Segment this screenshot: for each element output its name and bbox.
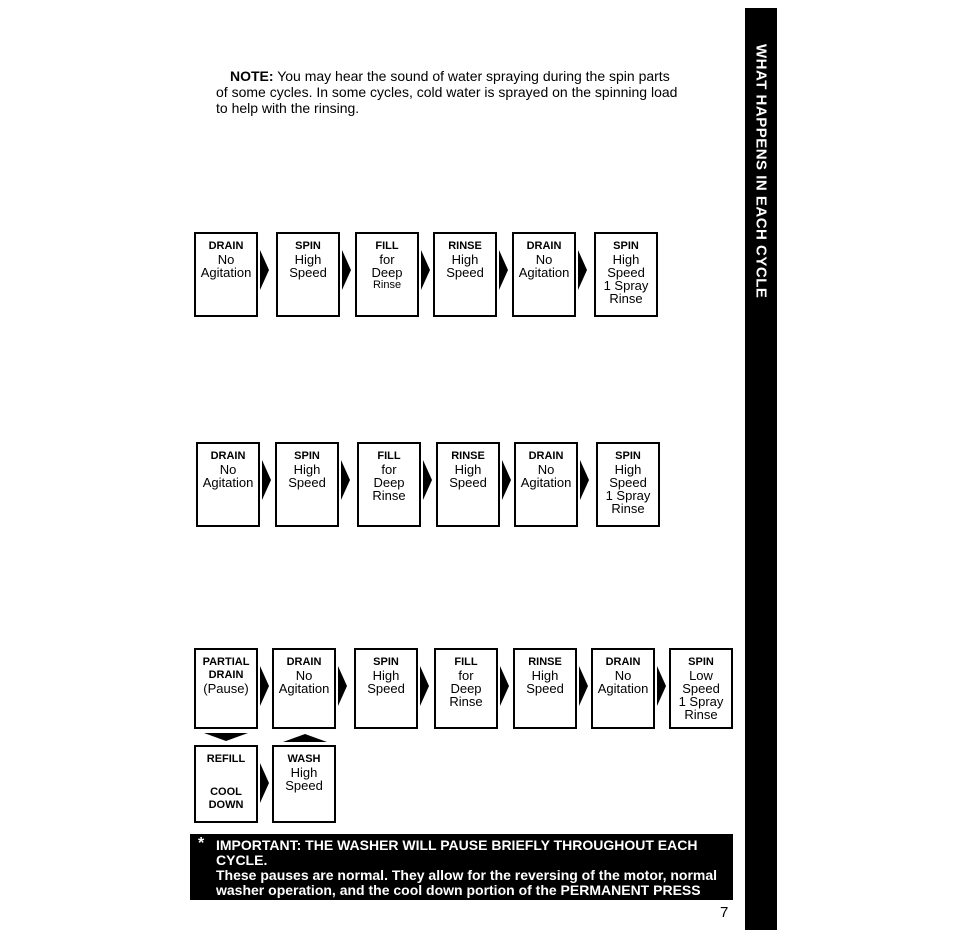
cycle-step-box bbox=[669, 648, 733, 729]
cycle-step-line: for bbox=[381, 462, 397, 477]
note-line-1: You may hear the sound of water spraying during the spin parts bbox=[273, 68, 670, 84]
important-line-2: These pauses are normal. They allow for the reversing of the motor, normal bbox=[216, 867, 718, 883]
cycle-step-line: Speed bbox=[682, 681, 720, 696]
cycle-step-line: DRAIN bbox=[208, 240, 244, 252]
flow-arrow-icon bbox=[500, 666, 509, 706]
cycle-step-box bbox=[357, 442, 421, 527]
cycle-step-box bbox=[591, 648, 655, 729]
flow-arrow-icon bbox=[499, 250, 508, 290]
cycle-step-line: RINSE bbox=[528, 656, 562, 668]
cycle-step-box bbox=[194, 648, 258, 729]
flow-arrow-icon bbox=[262, 460, 271, 500]
cycle-step-box bbox=[355, 232, 419, 317]
cycle-step-line: Speed bbox=[288, 475, 326, 490]
cycle-step-line: DOWN bbox=[208, 799, 244, 811]
important-line-1: IMPORTANT: THE WASHER WILL PAUSE BRIEFLY THROUGHOUT EACH CYCLE. bbox=[216, 837, 698, 868]
note-line-3: to help with the rinsing. bbox=[216, 100, 360, 116]
cycle-step-line: Agitation bbox=[202, 475, 254, 490]
flow-arrow-icon bbox=[579, 666, 588, 706]
cycle-step-line: Agitation bbox=[520, 475, 572, 490]
cycle-step-box bbox=[596, 442, 660, 527]
cycle-step-line: SPIN bbox=[613, 240, 639, 252]
cycle-step-line: Rinse bbox=[372, 279, 402, 291]
cycle-step-line: Agitation bbox=[200, 265, 252, 280]
cycle-step-line: Deep bbox=[371, 265, 403, 280]
cycle-step-line: SPIN bbox=[615, 450, 641, 462]
flow-arrow-icon bbox=[338, 666, 347, 706]
cycle-step-line: High bbox=[614, 462, 642, 477]
cycle-step-box bbox=[433, 232, 497, 317]
cycle-step-line: Rinse bbox=[684, 707, 718, 722]
flow-arrow-icon bbox=[421, 250, 430, 290]
cycle-step-line: High bbox=[372, 668, 400, 683]
cycle-step-line: No bbox=[537, 462, 555, 477]
flow-arrow-icon bbox=[502, 460, 511, 500]
cycle-step-line: 1 Spray bbox=[605, 488, 651, 503]
cycle-step-line: RINSE bbox=[451, 450, 485, 462]
flow-arrow-icon bbox=[341, 460, 350, 500]
flow-arrow-icon bbox=[420, 666, 429, 706]
arrow-up-icon bbox=[283, 734, 327, 742]
cycle-step-line: SPIN bbox=[373, 656, 399, 668]
section-tab bbox=[745, 8, 777, 930]
cycle-step-line: High bbox=[294, 252, 322, 267]
cycle-step-line: Speed bbox=[289, 265, 327, 280]
cycle-step-box bbox=[434, 648, 498, 729]
cycle-step-box bbox=[275, 442, 339, 527]
cycle-step-line: FILL bbox=[377, 450, 401, 462]
cycle-step-line: DRAIN bbox=[605, 656, 641, 668]
cycle-step-line: No bbox=[535, 252, 553, 267]
cycle-step-line: High bbox=[293, 462, 321, 477]
cycle-step-line: Speed bbox=[526, 681, 564, 696]
note-label: NOTE: bbox=[230, 68, 274, 84]
cycle-step-line: RINSE bbox=[448, 240, 482, 252]
flow-arrow-icon bbox=[260, 666, 269, 706]
cycle-step-line: Agitation bbox=[518, 265, 570, 280]
cycle-step-box bbox=[196, 442, 260, 527]
cycle-step-line: DRAIN bbox=[210, 450, 246, 462]
page-number: 7 bbox=[720, 904, 729, 921]
cycle-step-line: FILL bbox=[375, 240, 399, 252]
cycle-step-line: for bbox=[458, 668, 474, 683]
cycle-step-box bbox=[194, 745, 258, 823]
flow-arrow-icon bbox=[260, 250, 269, 290]
cycle-step-line: (Pause) bbox=[203, 681, 249, 696]
cycle-step-line: SPIN bbox=[295, 240, 321, 252]
flow-arrow-icon bbox=[578, 250, 587, 290]
cycle-step-line: REFILL bbox=[206, 753, 246, 765]
cycle-step-line: Speed bbox=[449, 475, 487, 490]
cycle-step-box bbox=[436, 442, 500, 527]
section-tab-title: WHAT HAPPENS IN EACH CYCLE bbox=[752, 44, 770, 299]
cycle-step-line: High bbox=[531, 668, 559, 683]
flow-arrow-icon bbox=[657, 666, 666, 706]
cycle-step-box bbox=[354, 648, 418, 729]
cycle-step-line: COOL bbox=[210, 786, 242, 798]
cycle-step-line: Speed bbox=[446, 265, 484, 280]
cycle-step-line: High bbox=[454, 462, 482, 477]
note-line-2: of some cycles. In some cycles, cold water is sprayed on the spinning load bbox=[216, 84, 678, 100]
cycle-step-line: DRAIN bbox=[286, 656, 322, 668]
cycle-step-line: DRAIN bbox=[208, 669, 244, 681]
cycle-step-box bbox=[594, 232, 658, 317]
cycle-step-line: High bbox=[290, 765, 318, 780]
cycle-step-line: No bbox=[219, 462, 237, 477]
cycle-step-line: No bbox=[614, 668, 632, 683]
cycle-step-line: Rinse bbox=[372, 488, 406, 503]
cycle-step-line: Agitation bbox=[278, 681, 330, 696]
cycle-step-box bbox=[514, 442, 578, 527]
asterisk-icon: * bbox=[198, 835, 205, 852]
cycle-step-line: PARTIAL bbox=[202, 656, 250, 668]
cycle-step-line: High bbox=[612, 252, 640, 267]
cycle-step-line: for bbox=[379, 252, 395, 267]
cycle-step-box bbox=[276, 232, 340, 317]
cycle-step-line: SPIN bbox=[688, 656, 714, 668]
flow-arrow-icon bbox=[260, 763, 269, 803]
cycle-step-line: DRAIN bbox=[526, 240, 562, 252]
cycle-step-line: No bbox=[295, 668, 313, 683]
cycle-step-box bbox=[194, 232, 258, 317]
flow-arrow-icon bbox=[342, 250, 351, 290]
important-line-4: Cycle. bbox=[216, 897, 258, 913]
cycle-step-line: Speed bbox=[367, 681, 405, 696]
cycle-step-box bbox=[513, 648, 577, 729]
cycle-step-line: Rinse bbox=[611, 501, 645, 516]
cycle-step-line: Speed bbox=[609, 475, 647, 490]
cycle-step-line: No bbox=[217, 252, 235, 267]
flow-arrow-icon bbox=[423, 460, 432, 500]
cycle-step-box bbox=[272, 745, 336, 823]
arrow-down-icon bbox=[204, 733, 248, 741]
cycle-step-line: FILL bbox=[454, 656, 478, 668]
important-line-3: washer operation, and the cool down portion of the PERMANENT PRESS bbox=[216, 882, 701, 898]
cycle-step-line: Low bbox=[689, 668, 713, 683]
cycle-step-box bbox=[512, 232, 576, 317]
cycle-step-line: WASH bbox=[287, 753, 321, 765]
cycle-step-line: Speed bbox=[607, 265, 645, 280]
cycle-step-line: Deep bbox=[450, 681, 482, 696]
cycle-step-line: Speed bbox=[285, 778, 323, 793]
cycle-step-line: High bbox=[451, 252, 479, 267]
note-paragraph bbox=[216, 68, 716, 116]
cycle-step-box bbox=[272, 648, 336, 729]
cycle-step-line: Rinse bbox=[609, 291, 643, 306]
important-banner bbox=[190, 834, 733, 913]
cycle-step-line: Deep bbox=[373, 475, 405, 490]
cycle-step-line: SPIN bbox=[294, 450, 320, 462]
cycle-step-line: Rinse bbox=[449, 694, 483, 709]
flow-arrow-icon bbox=[580, 460, 589, 500]
cycle-step-line: 1 Spray bbox=[678, 694, 724, 709]
cycle-step-line: 1 Spray bbox=[603, 278, 649, 293]
cycle-step-line: Agitation bbox=[597, 681, 649, 696]
cycle-step-line: DRAIN bbox=[528, 450, 564, 462]
